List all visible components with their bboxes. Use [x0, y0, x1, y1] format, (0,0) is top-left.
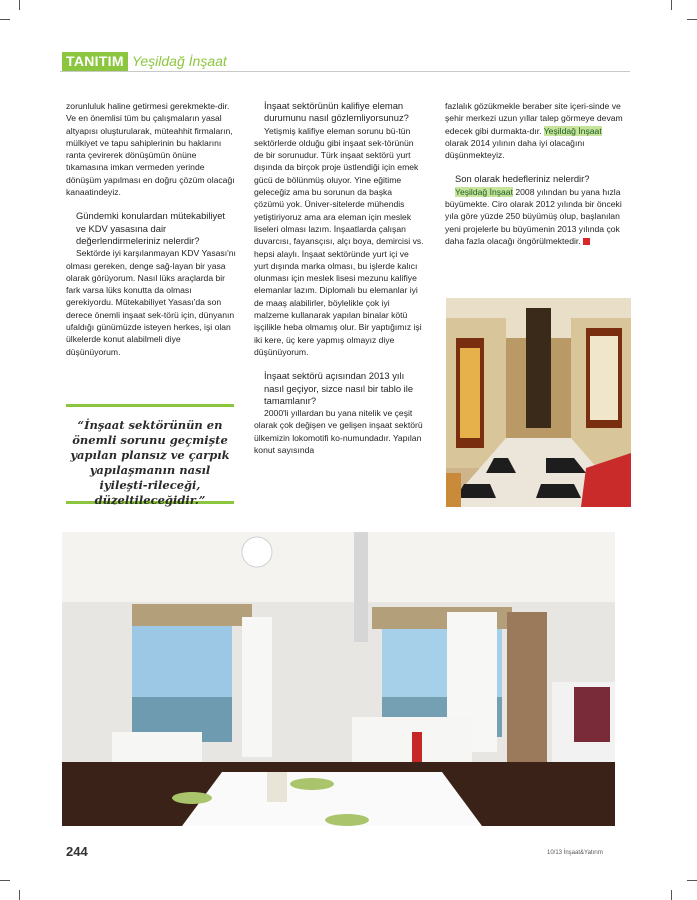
pull-quote-text: “İnşaat sektörünün en önemli sorunu geçmişte yapılan plansız ve çarpık yapılaşmanın nasıl iyileşti-rileceği, düzeltileceğidir.” [70, 418, 230, 507]
living-room-photo [62, 532, 615, 826]
pull-quote [66, 404, 234, 507]
section-header [62, 52, 227, 71]
column-3 [445, 100, 623, 247]
paragraph: fazlalık gözükmekle beraber site içeri-sinde ve şehir merkezi uzun yıllar talep görmeye devam edecek gibi durmakta-dır. Yeşildağ İnşaat olarak 2014 yılının daha iyi olacağını düşünmekteyiz. [445, 101, 623, 161]
column-2 [254, 100, 424, 456]
question: Son olarak hedefleriniz nelerdir? [455, 173, 590, 185]
crop-mark [0, 880, 10, 881]
crop-mark [671, 890, 672, 900]
company-highlight: Yeşildağ İnşaat [455, 186, 513, 197]
header-divider [60, 71, 630, 72]
section-title: Yeşildağ İnşaat [131, 53, 227, 69]
end-mark-icon: İ [583, 238, 590, 245]
paragraph: 2000'li yıllardan bu yana nitelik ve çeşit olarak çok değişen ve gelişen inşaat sektörü ülkemizin lokomotifi ko-numundadır. Yapılan konut sayısında [254, 408, 423, 456]
question: Gündemki konulardan mütekabiliyet ve KDV yasasına dair değerlendirmeleriniz nelerdir? [76, 210, 226, 246]
corridor-photo [446, 298, 631, 507]
crop-mark [19, 890, 20, 900]
page-number: 244 [66, 844, 88, 859]
crop-mark [0, 19, 10, 20]
footer-text: 10/13 İnşaat&Yatırım [547, 850, 603, 856]
question: İnşaat sektörünün kalifiye eleman durumunu nasıl gözlemliyorsunuz? [264, 100, 409, 124]
paragraph: Yetişmiş kalifiye eleman sorunu bü-tün sektörlerde olduğu gibi inşaat sek-törünün de bir sorunudur. Türk inşaat sektörü yurt dışında da birçok proje üstlendiği için emek gücü de bölünmüş oluyor. Yine eğitime geleceğiz ama bu sorunun da başka çözümü yok. Üniver-sitelerde mühendis yetiştiriyoruz ama ara eleman için meslek liseleri olması lazım. İnşaatlarda çalışan duvarcısı, fayansçısı, alçı boya, demircisi vs. hepsi alaylı. İnşaat sektöründe yurt içi ve yurt dışında marka olması, bu işlerde kalıcı olunması için meslek lisesi mezunu kalifiye elemanlar lazım. Diplomalı bu elemanlar iyi de maaş alabilirler, böylelikle çok iyi malzeme kullanarak yapılan binalar kötü işçilikle heba olmamış olur. Bir yaptığımız işi iki kere, üç kere yapmış olmayız diye düşünüyorum. [254, 125, 424, 357]
crop-mark [19, 0, 20, 10]
question: İnşaat sektörü açısından 2013 yılı nasıl geçiyor, sizce nasıl bir tablo ile tamamlanır? [264, 370, 414, 406]
paragraph: zorunluluk haline getirmesi gerekmekte-dir. Ve en önemlisi tüm bu çalışmaların yasal altyapısı oluşturularak, müteahhit firmaların, mülkiyet ve tapu sahiplerinin bu haklarını ranta çevirerek dönüşümün önüne tıkamasına imkan vermeden yerinde dönüşüm yapılması en doğru çözüm olacağı kanaatindeyiz. [66, 101, 235, 198]
crop-mark [687, 880, 697, 881]
section-tag: TANITIM [62, 52, 128, 71]
crop-mark [687, 19, 697, 20]
paragraph: Sektörde iyi karşılanmayan KDV Yasası'nı olması gereken, denge sağ-layan bir yasa olarak görüyorum. Nasıl lüks araçlarda bir fark varsa lüks konutta da olması gerekiyordu. Mütekabiliyet Yasası'da son derece önemli inşaat sek-törü için, dünyanın ufaldığı günümüzde isteyen herkes, işi olan ülkelerde konut alabilmeli diye düşünüyorum. [66, 248, 236, 357]
crop-mark [671, 0, 672, 10]
paragraph: Yeşildağ İnşaat 2008 yılından bu yana hızla büyümekte. Ciro olarak 2012 yılında bir önceki yıla göre yüzde 250 büyümüş olup, başlanılan yeni projelerle bu büyümenin 2013 yılında çok daha fazla olacağı öngörülmektedir. İ [445, 186, 622, 246]
column-1 [66, 100, 236, 358]
company-highlight: Yeşildağ İnşaat [543, 125, 602, 136]
